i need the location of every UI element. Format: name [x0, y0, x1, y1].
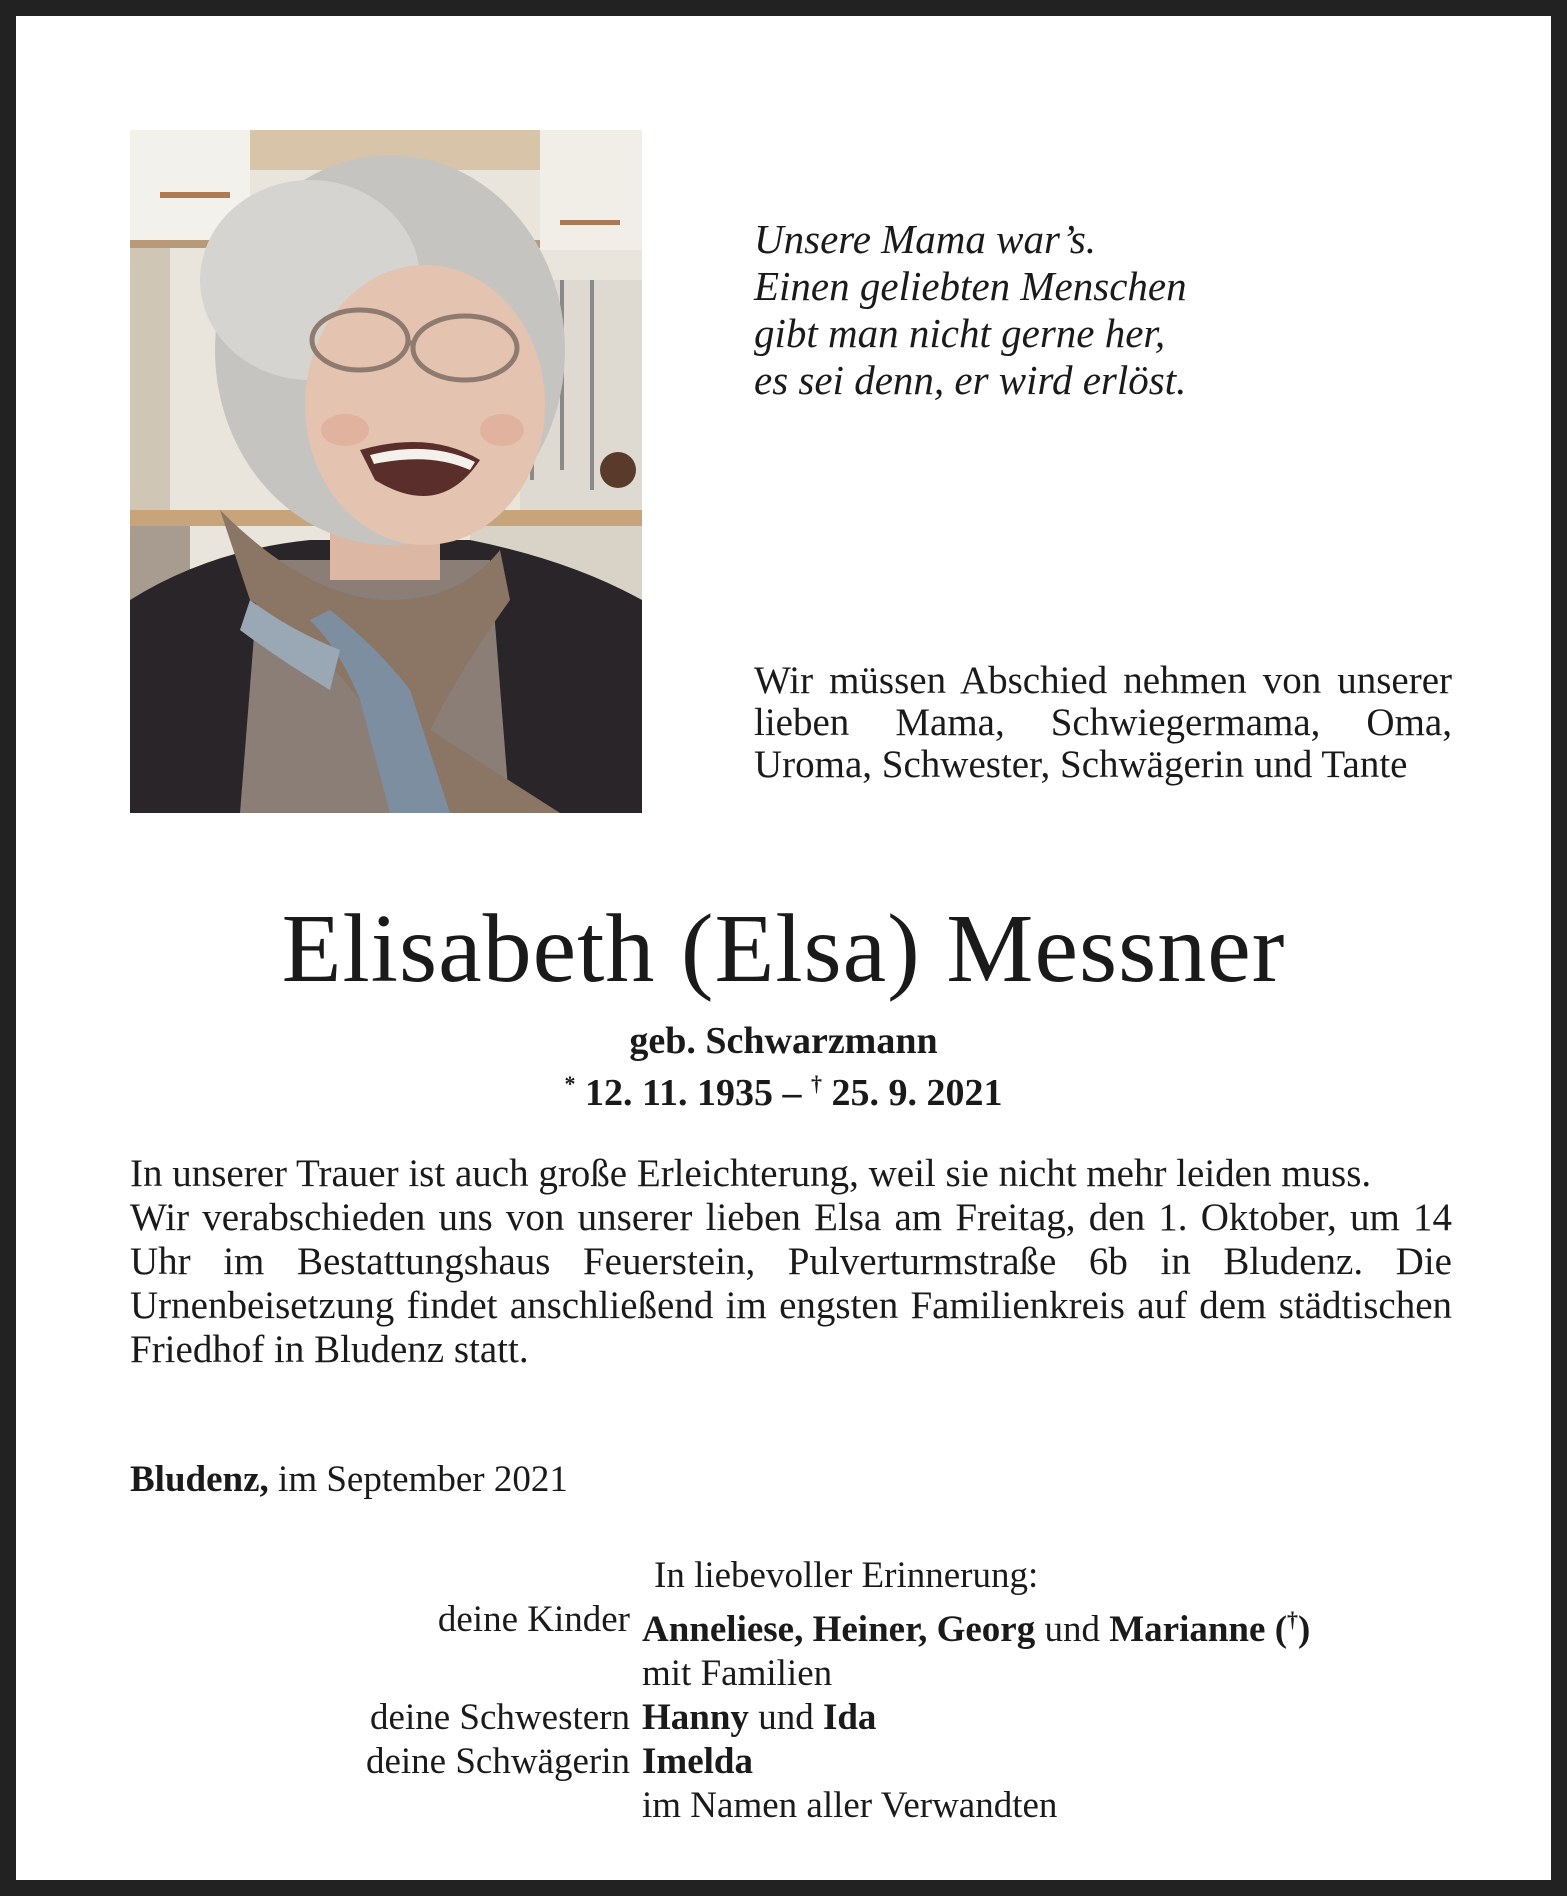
maiden-name: geb. Schwarzmann — [629, 1020, 938, 1062]
connector: und — [1044, 1609, 1100, 1650]
deceased-mark-open: ( — [1274, 1609, 1288, 1650]
place-date — [130, 1458, 930, 1502]
poem-line: es sei denn, er wird erlöst. — [754, 357, 1187, 403]
poem — [754, 216, 1374, 404]
relation-label: deine Schwägerin — [365, 1741, 630, 1782]
memory-heading: In liebevoller Erinnerung: — [654, 1555, 1039, 1596]
date-separator: – — [782, 1072, 802, 1114]
family-row — [130, 1652, 1452, 1696]
family-row — [130, 1696, 1452, 1740]
relation-label: deine Schwestern — [370, 1697, 630, 1738]
deceased-mark-close: ) — [1298, 1609, 1311, 1650]
cross-icon: † — [1287, 1607, 1299, 1632]
life-dates — [16, 1062, 1551, 1115]
announcement-text — [130, 1152, 1452, 1372]
portrait-illustration — [130, 130, 642, 813]
sister-name: Hanny — [642, 1697, 749, 1738]
sister-in-law-name: Imelda — [642, 1741, 753, 1782]
portrait-photo — [130, 130, 642, 813]
death-date: 25. 9. 2021 — [831, 1072, 1003, 1114]
children-note: mit Familien — [642, 1653, 833, 1694]
children-name-last: Marianne — [1109, 1609, 1266, 1650]
family-row — [130, 1598, 1452, 1652]
poem-line: Einen geliebten Menschen — [754, 263, 1187, 309]
children-names: Anneliese, Heiner, Georg — [642, 1609, 1036, 1650]
relation-names — [642, 1696, 1452, 1740]
farewell-text: Wir müssen Abschied nehmen von unserer lieben Mama, Schwiegermama, Oma, Uroma, Schwester, Schwägerin und Tante — [754, 659, 1452, 786]
poem-line: Unsere Mama war’s. — [754, 216, 1097, 262]
death-symbol: † — [810, 1071, 822, 1096]
poem-line: gibt man nicht gerne her, — [754, 310, 1166, 356]
relation-names — [642, 1740, 1452, 1784]
birth-date: 12. 11. 1935 — [585, 1072, 773, 1114]
birth-symbol: * — [564, 1071, 576, 1096]
place-city: Bludenz, — [130, 1459, 269, 1500]
connector: und — [758, 1697, 814, 1738]
family-list — [130, 1598, 1452, 1828]
place-month: im September 2021 — [278, 1459, 568, 1500]
relation-names — [642, 1598, 1452, 1652]
announcement-paragraph: In unserer Trauer ist auch große Erleichterung, weil sie nicht mehr leiden muss. — [130, 1152, 1372, 1195]
relation-label: deine Kinder — [437, 1599, 630, 1640]
family-row — [130, 1740, 1452, 1784]
relatives-note: im Namen aller Verwandten — [642, 1785, 1058, 1826]
deceased-name: Elisabeth (Elsa) Messner — [281, 895, 1286, 1003]
announcement-paragraph: Wir verabschieden uns von unserer lieben Elsa am Freitag, den 1. Oktober, um 14 Uhr im Bestattungshaus Feuerstein, Pulverturmstraße 6b in Bludenz. Die Urnenbeisetzung findet anschließend im engsten Familienkreis auf dem städtischen Friedhof in Bludenz statt. — [130, 1196, 1452, 1371]
sister-name: Ida — [822, 1697, 877, 1738]
family-row — [130, 1784, 1452, 1828]
